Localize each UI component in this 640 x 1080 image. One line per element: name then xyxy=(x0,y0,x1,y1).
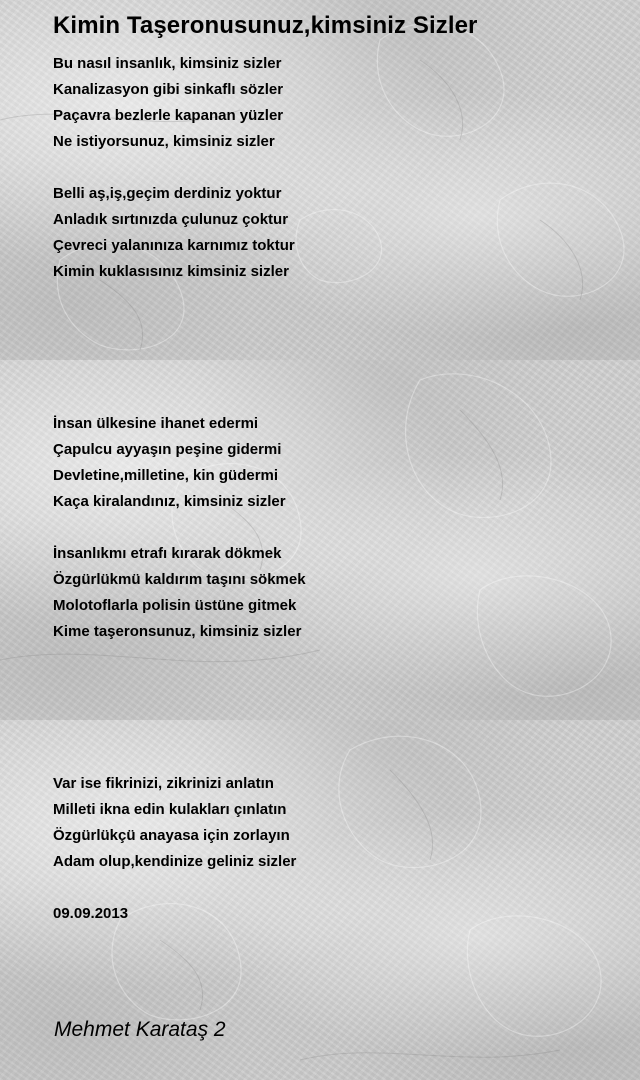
poem-line: İnsan ülkesine ihanet edermi xyxy=(53,415,259,432)
poem-line: Adam olup,kendinize geliniz sizler xyxy=(53,853,297,870)
poem-line: Bu nasıl insanlık, kimsiniz sizler xyxy=(53,55,282,72)
poem-line: Anladık sırtınızda çulunuz çoktur xyxy=(53,211,289,228)
poem-line: Molotoflarla polisin üstüne gitmek xyxy=(53,597,297,614)
stanza xyxy=(53,51,283,155)
poem-title: Kimin Taşeronusunuz,kimsiniz Sizler xyxy=(53,12,478,39)
poem-line: Çevreci yalanınıza karnımız toktur xyxy=(53,237,295,254)
poem-date: 09.09.2013 xyxy=(53,905,129,922)
poem-line: Kime taşeronsunuz, kimsiniz sizler xyxy=(53,623,302,640)
poem-line: Var ise fikrinizi, zikrinizi anlatın xyxy=(53,775,274,792)
poem-line: Milleti ikna edin kulakları çınlatın xyxy=(53,801,287,818)
poem-line: Belli aş,iş,geçim derdiniz yoktur xyxy=(53,185,282,202)
stanza xyxy=(53,411,286,515)
poem-line: Kanalizasyon gibi sinkaflı sözler xyxy=(53,81,284,98)
poem-line: Ne istiyorsunuz, kimsiniz sizler xyxy=(53,133,275,150)
poem-line: Devletine,milletine, kin güdermi xyxy=(53,467,279,484)
poem-line: Paçavra bezlerle kapanan yüzler xyxy=(53,107,284,124)
stanza xyxy=(53,181,295,285)
poem-line: İnsanlıkmı etrafı kırarak dökmek xyxy=(53,545,282,562)
poem-line: Çapulcu ayyaşın peşine gidermi xyxy=(53,441,282,458)
stanza xyxy=(53,541,306,645)
stanza xyxy=(53,771,296,875)
poem-line: Kaça kiralandınız, kimsiniz sizler xyxy=(53,493,286,510)
author-name: Mehmet Karataş 2 xyxy=(54,1018,226,1041)
poem-line: Kimin kuklasısınız kimsiniz sizler xyxy=(53,263,289,280)
poem-line: Özgürlükmü kaldırım taşını sökmek xyxy=(53,571,306,588)
poem-line: Özgürlükçü anayasa için zorlayın xyxy=(53,827,290,844)
